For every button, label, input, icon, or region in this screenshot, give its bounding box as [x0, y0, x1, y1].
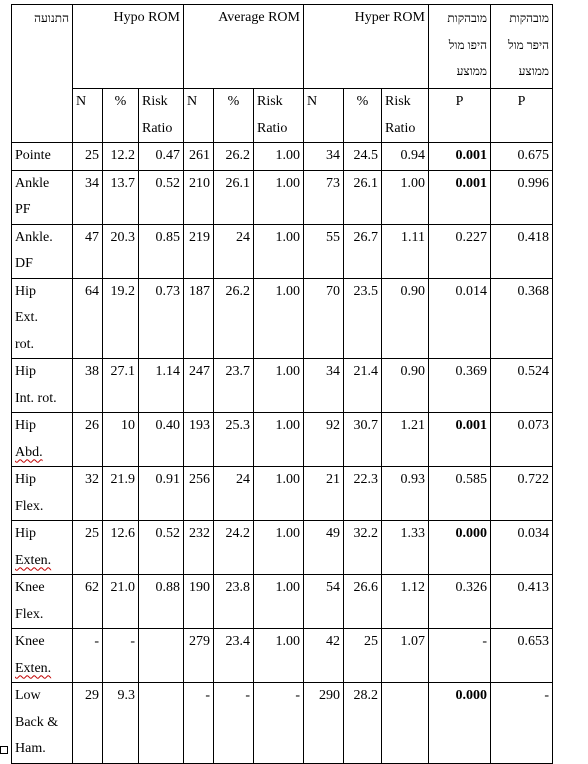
hyper-risk-cell [382, 683, 429, 764]
hypo-pct-cell: 13.7 [103, 170, 139, 224]
movement-name-line: Low [15, 688, 41, 703]
p-hypo-cell: 0.001 [429, 170, 491, 224]
hyper-n-cell: 92 [304, 413, 344, 467]
risk-line-2: Ratio [257, 120, 288, 136]
table-row [12, 521, 553, 575]
hyper-n-cell: 290 [304, 683, 344, 764]
avg-risk-cell: 1.00 [254, 170, 304, 224]
movement-name [12, 359, 73, 413]
p-hypo-cell: 0.000 [429, 521, 491, 575]
avg-pct-cell: 23.4 [214, 629, 254, 683]
p-hypo-cell: 0.001 [429, 413, 491, 467]
hypo-n-cell: 64 [73, 278, 103, 359]
avg-risk-cell: 1.00 [254, 359, 304, 413]
hypo-pct-cell: 9.3 [103, 683, 139, 764]
movement-name-line: DF [15, 256, 33, 271]
avg-n-cell: 232 [184, 521, 214, 575]
table-row [12, 629, 553, 683]
hyper-risk-cell: 1.12 [382, 575, 429, 629]
p-hyper-cell: 0.996 [491, 170, 553, 224]
hypo-n-cell: 38 [73, 359, 103, 413]
avg-n-cell: 210 [184, 170, 214, 224]
avg-risk-cell: 1.00 [254, 521, 304, 575]
avg-risk-cell: 1.00 [254, 413, 304, 467]
avg-n-cell: 193 [184, 413, 214, 467]
hypo-risk-cell [139, 629, 184, 683]
avg-n-cell: 256 [184, 467, 214, 521]
hyper-rom-header: Hyper ROM [304, 5, 429, 89]
p-hyper-cell: 0.524 [491, 359, 553, 413]
avg-risk-cell: 1.00 [254, 224, 304, 278]
p-hypo-cell: 0.001 [429, 143, 491, 171]
sig-hypo-line-3: ממוצע [456, 64, 487, 78]
hyper-n-cell: 49 [304, 521, 344, 575]
avg-n-header: N [184, 89, 214, 143]
avg-pct-cell: 26.2 [214, 278, 254, 359]
risk-line-1: Risk [385, 94, 411, 109]
hypo-risk-cell: 0.52 [139, 521, 184, 575]
hypo-risk-cell: 0.47 [139, 143, 184, 171]
hyper-pct-cell: 26.1 [344, 170, 382, 224]
p-hyper-cell: 0.034 [491, 521, 553, 575]
hypo-pct-cell: 21.0 [103, 575, 139, 629]
hyper-pct-cell: 28.2 [344, 683, 382, 764]
sig-hypo-line-2: היפו מול [448, 37, 487, 52]
hyper-n-cell: 73 [304, 170, 344, 224]
movement-name-line: Flex. [15, 606, 44, 622]
risk-line-2: Ratio [385, 120, 416, 136]
sig-hyper-line-2: היפר מול [507, 37, 549, 52]
avg-n-cell: 190 [184, 575, 214, 629]
sig-hypo-line-1: מובהקות [447, 11, 487, 25]
avg-pct-header: % [214, 89, 254, 143]
hypo-pct-header: % [103, 89, 139, 143]
movement-name-line: Int. rot. [15, 390, 57, 406]
movement-name [12, 170, 73, 224]
hyper-risk-cell: 1.07 [382, 629, 429, 683]
hypo-risk-cell [139, 683, 184, 764]
movement-name [12, 467, 73, 521]
avg-n-cell: 187 [184, 278, 214, 359]
hypo-risk-cell: 0.88 [139, 575, 184, 629]
hypo-n-cell: 62 [73, 575, 103, 629]
movement-name [12, 224, 73, 278]
avg-pct-cell: 23.8 [214, 575, 254, 629]
hypo-risk-cell: 0.73 [139, 278, 184, 359]
hypo-rom-header: Hypo ROM [73, 5, 184, 89]
movement-name-line: Hip [15, 526, 36, 541]
hyper-risk-cell: 1.00 [382, 170, 429, 224]
movement-name-line: Ankle. [15, 229, 53, 245]
avg-pct-cell: 24 [214, 467, 254, 521]
movement-name [12, 629, 73, 683]
p-hyper-cell: 0.653 [491, 629, 553, 683]
hypo-n-cell: 25 [73, 143, 103, 171]
p-hyper-cell: 0.368 [491, 278, 553, 359]
hypo-n-cell: 32 [73, 467, 103, 521]
sig-hypo-vs-avg-header [429, 5, 491, 89]
hypo-risk-cell: 0.40 [139, 413, 184, 467]
hyper-n-cell: 54 [304, 575, 344, 629]
hypo-n-cell: 29 [73, 683, 103, 764]
hyper-pct-cell: 25 [344, 629, 382, 683]
hyper-risk-cell: 0.93 [382, 467, 429, 521]
avg-risk-header [254, 89, 304, 143]
hyper-n-cell: 70 [304, 278, 344, 359]
p-hypo-cell: 0.227 [429, 224, 491, 278]
avg-pct-cell: - [214, 683, 254, 764]
avg-risk-cell: 1.00 [254, 278, 304, 359]
table-body [12, 5, 553, 764]
hyper-pct-cell: 22.3 [344, 467, 382, 521]
movement-name-line: PF [15, 202, 31, 217]
hyper-n-cell: 55 [304, 224, 344, 278]
avg-pct-cell: 26.2 [214, 143, 254, 171]
p-hyper-cell: 0.675 [491, 143, 553, 171]
hyper-risk-cell: 1.11 [382, 224, 429, 278]
hyper-pct-cell: 23.5 [344, 278, 382, 359]
hyper-n-cell: 34 [304, 359, 344, 413]
table-row [12, 413, 553, 467]
avg-risk-cell: 1.00 [254, 467, 304, 521]
hyper-risk-cell: 1.21 [382, 413, 429, 467]
table-row [12, 359, 553, 413]
avg-risk-cell: 1.00 [254, 575, 304, 629]
avg-n-cell: 279 [184, 629, 214, 683]
average-rom-header: Average ROM [184, 5, 304, 89]
table-row [12, 683, 553, 764]
movement-name-line: Hip [15, 283, 36, 299]
p-hyper-header: P [491, 89, 553, 143]
avg-risk-cell: 1.00 [254, 629, 304, 683]
movement-name-line: Ankle [15, 175, 50, 191]
hypo-pct-cell: 19.2 [103, 278, 139, 359]
sig-hyper-line-3: ממוצע [518, 64, 549, 78]
movement-name [12, 143, 73, 171]
hyper-n-header: N [304, 89, 344, 143]
header-row-groups [12, 5, 553, 89]
sig-hyper-line-1: מובהקות [509, 11, 549, 25]
hypo-pct-cell: 27.1 [103, 359, 139, 413]
hyper-pct-cell: 21.4 [344, 359, 382, 413]
header-row-columns [12, 89, 553, 143]
hypo-risk-header [139, 89, 184, 143]
avg-risk-cell: 1.00 [254, 143, 304, 171]
hyper-risk-header [382, 89, 429, 143]
movement-name-line: Abd. [15, 444, 43, 460]
movement-name [12, 575, 73, 629]
movement-name-line: Ham. [15, 741, 46, 756]
sig-hyper-vs-avg-header [491, 5, 553, 89]
p-hypo-cell: - [429, 629, 491, 683]
hyper-pct-cell: 24.5 [344, 143, 382, 171]
avg-n-cell: 219 [184, 224, 214, 278]
movement-name [12, 413, 73, 467]
table-row [12, 143, 553, 171]
movement-name-line: Exten. [15, 660, 52, 676]
hyper-risk-cell: 0.94 [382, 143, 429, 171]
hyper-risk-cell: 0.90 [382, 359, 429, 413]
hypo-pct-cell: 20.3 [103, 224, 139, 278]
hyper-pct-header: % [344, 89, 382, 143]
hyper-risk-cell: 1.33 [382, 521, 429, 575]
p-hypo-cell: 0.585 [429, 467, 491, 521]
movement-name-line: Pointe [15, 148, 51, 163]
p-hypo-cell: 0.014 [429, 278, 491, 359]
hypo-risk-cell: 0.52 [139, 170, 184, 224]
risk-line-1: Risk [257, 94, 283, 109]
p-hypo-cell: 0.000 [429, 683, 491, 764]
avg-n-cell: 247 [184, 359, 214, 413]
hypo-n-cell: - [73, 629, 103, 683]
hyper-n-cell: 21 [304, 467, 344, 521]
avg-pct-cell: 23.7 [214, 359, 254, 413]
hypo-pct-cell: 12.2 [103, 143, 139, 171]
movement-name [12, 278, 73, 359]
hyper-pct-cell: 32.2 [344, 521, 382, 575]
hyper-n-cell: 34 [304, 143, 344, 171]
hypo-n-header: N [73, 89, 103, 143]
movement-name [12, 683, 73, 764]
movement-name-line: Ext. [15, 310, 38, 325]
avg-n-cell: 261 [184, 143, 214, 171]
table-row [12, 224, 553, 278]
hypo-pct-cell: 21.9 [103, 467, 139, 521]
avg-pct-cell: 24.2 [214, 521, 254, 575]
movement-name-line: Knee [15, 634, 45, 649]
risk-line-1: Risk [142, 94, 168, 109]
avg-pct-cell: 26.1 [214, 170, 254, 224]
movement-name-line: rot. [15, 336, 35, 352]
hypo-n-cell: 26 [73, 413, 103, 467]
hypo-pct-cell: 10 [103, 413, 139, 467]
table-corner-marker [0, 746, 8, 754]
movement-name-line: Flex. [15, 498, 44, 514]
p-hyper-cell: 0.722 [491, 467, 553, 521]
table-row [12, 467, 553, 521]
table-row [12, 575, 553, 629]
movement-name-line: Hip [15, 418, 36, 433]
p-hypo-cell: 0.369 [429, 359, 491, 413]
hypo-risk-cell: 1.14 [139, 359, 184, 413]
movement-name-line: Back & [15, 714, 59, 730]
movement-name-line: Hip [15, 364, 36, 379]
p-hypo-cell: 0.326 [429, 575, 491, 629]
p-hyper-cell: 0.073 [491, 413, 553, 467]
risk-line-2: Ratio [142, 120, 173, 136]
hyper-pct-cell: 30.7 [344, 413, 382, 467]
hypo-risk-cell: 0.85 [139, 224, 184, 278]
movement-name-line: Exten. [15, 552, 52, 568]
avg-n-cell: - [184, 683, 214, 764]
p-hyper-cell: 0.413 [491, 575, 553, 629]
hypo-pct-cell: - [103, 629, 139, 683]
p-hyper-cell: 0.418 [491, 224, 553, 278]
movement-name-line: Knee [15, 580, 45, 595]
hyper-n-cell: 42 [304, 629, 344, 683]
avg-pct-cell: 24 [214, 224, 254, 278]
hypo-n-cell: 34 [73, 170, 103, 224]
hyper-risk-cell: 0.90 [382, 278, 429, 359]
table-row [12, 170, 553, 224]
hyper-pct-cell: 26.7 [344, 224, 382, 278]
p-hyper-cell: - [491, 683, 553, 764]
movement-name [12, 521, 73, 575]
hypo-n-cell: 47 [73, 224, 103, 278]
p-hypo-header: P [429, 89, 491, 143]
avg-pct-cell: 25.3 [214, 413, 254, 467]
avg-risk-cell: - [254, 683, 304, 764]
hypo-pct-cell: 12.6 [103, 521, 139, 575]
table-row [12, 278, 553, 359]
hypo-risk-cell: 0.91 [139, 467, 184, 521]
hyper-pct-cell: 26.6 [344, 575, 382, 629]
rom-risk-table [11, 4, 553, 764]
movement-name-line: Hip [15, 472, 36, 487]
hypo-n-cell: 25 [73, 521, 103, 575]
movement-header: התנועה [12, 5, 73, 143]
